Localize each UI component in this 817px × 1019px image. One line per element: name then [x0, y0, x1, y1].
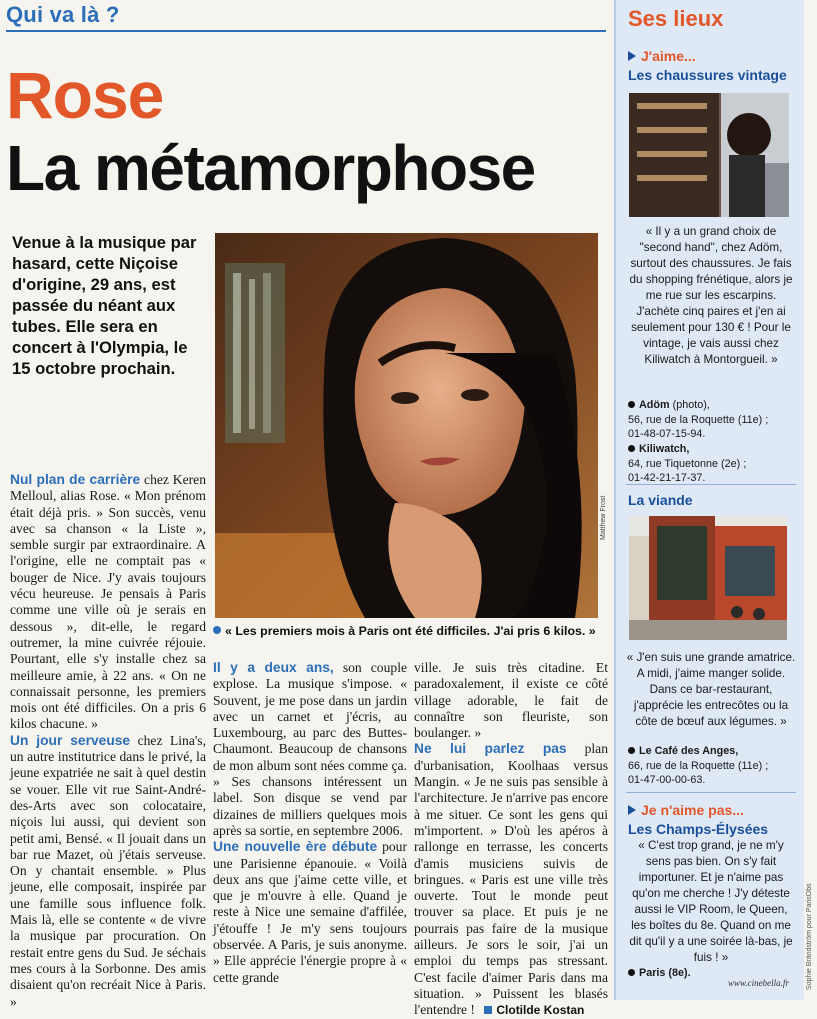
quote-meat: « J'en suis une grande amatrice. A midi, j'aime manger solide. Dans ce bar-restaurant, j'apprécie les entrecôtes ou la côte de bœuf aux légumes. »: [626, 651, 796, 728]
section-title-meat: La viande: [628, 492, 693, 508]
article-column-3: [414, 660, 608, 1019]
article-column-2: [213, 660, 407, 986]
rubric-label: Qui va là ?: [6, 2, 120, 27]
bullet-icon: [628, 747, 635, 754]
quote-shoes: « Il y a un grand choix de "second hand", chez Adöm, surtout des chaussures. Je fais du shopping frénétique, alors je me rue sur les escarpins. J'achète cinq paires et j'en ai seulement pour 130 € ! Pour le vintage, je vais aussi chez Kiliwatch à Montorgueil. »: [629, 225, 793, 366]
para3-lead: Il y a deux ans,: [213, 660, 334, 675]
sidebar-title: Ses lieux: [628, 6, 724, 31]
article-column-1: [10, 472, 206, 1010]
para4-text: pour une Parisienne épanouie. « Voilà deux ans que j'aime cette ville, et que je m'ouvre à elle. Quand je reste à Nice une semaine d'affilée, j'étouffe ! Je m'y sens toujours observée. A Paris, je suis anonyme. » Elle apprécie l'énergie propre à « cette grande: [213, 839, 407, 985]
title-name: Rose: [6, 58, 164, 132]
para4-lead: Une nouvelle ère débute: [213, 839, 378, 855]
address-adom: Adöm (photo), 56, rue de la Roquette (11e) ; 01-48-07-15-94.: [628, 399, 769, 440]
section-label-like: J'aime...: [628, 48, 798, 64]
quote-champs: « C'est trop grand, je ne m'y sens pas bien. On s'y fait importuner. Et je n'aime pas qu'on me cherche ! J'y déteste aussi le VIP Room, le Queen, les boîtes du 8e. Quand on me dit qu'il y a une soirée là-bas, je fuis ! »: [629, 839, 793, 964]
photo-caption: « Les premiers mois à Paris ont été difficiles. J'ai pris 6 kilos. »: [213, 624, 608, 638]
section-label-dislike: Je n'aime pas...: [628, 802, 798, 818]
para1-text: chez Keren Melloul, alias Rose. « Mon prénom était déjà pris. » Son succès, venu avec sa chanson « la Liste », semble surgir par extraordinaire. A l'origine, elle ne comptait pas « bouger de Nice. J'y avais toujours vécu heureuse. Je pensais à Paris comme une ville où je serais en dessous », dit-elle, le regard outremer, la mine cuivrée réjouie. Pourtant, elle s'y installe chez sa meilleure amie, à 22 ans. « On ne connaissait personne, les premiers mois ont été difficiles. On a pris 6 kilos chacune. »: [10, 472, 206, 732]
triangle-right-icon: [628, 805, 636, 815]
sidebar-section-dislikes: [628, 802, 798, 837]
caption-bullet-icon: [213, 626, 221, 634]
photo-credit: Matthew Frost: [600, 495, 607, 540]
address-cafe: Le Café des Anges, 66, rue de la Roquette (11e) ; 01-47-00-00-63.: [628, 745, 769, 786]
bullet-icon: [628, 401, 635, 408]
cafe-photo: [629, 516, 787, 640]
section-title-champs: Les Champs-Élysées: [628, 821, 769, 837]
watermark: www.cinebella.fr: [728, 978, 789, 988]
section-title-shoes: Les chaussures vintage: [628, 67, 787, 83]
sidebar-divider: [626, 792, 796, 793]
para2-lead: Un jour serveuse: [10, 732, 131, 748]
address-kiliwatch: Kiliwatch, 64, rue Tiquetonne (2e) ; 01-42-21-17-37.: [628, 443, 747, 484]
para6-lead: Ne lui parlez pas: [414, 741, 567, 757]
shop-photo: [629, 93, 789, 217]
triangle-right-icon: [628, 51, 636, 61]
bullet-icon: [628, 445, 635, 452]
rubric-divider: [6, 30, 606, 32]
para5-text: ville. Je suis très citadine. Et paradoxalement, il existe ce côté village adorable, le fait de connaître son fleuriste, son boulanger. »: [414, 660, 608, 741]
para2-text: chez Lina's, un autre institutrice dans le privé, la jeune expatriée ne sait à quel destin se vouer. Elle vit rue Saint-André-des-Arts avec son colocataire, niçois lui aussi, qui devient son petit ami, Bensé. « Il jouait dans un bar rue Mazet, où j'étais serveuse. On y chantait ensemble. » Plus jeune, elle composait, inspirée par une famille sous influence folk. Mais là, elle se contente « de vivre la musique par procuration. On restait entre gens du Sud. Je séchais mes cours à la Sorbonne. Des amis disaient qu'on recréait Nice à Paris. »: [10, 732, 207, 1009]
lede-paragraph: Venue à la musique par hasard, cette Niçoise d'origine, 29 ans, est passée du néant aux tubes. Elle sera en concert à l'Olympia, le 15 octobre prochain.: [12, 233, 197, 378]
portrait-photo: [215, 233, 598, 618]
para3-text: son couple explose. La musique s'impose. « Souvent, je me pose dans un jardin avec un carnet et j'écris, au Luxembourg, au parc des Buttes-Chaumont. Beaucoup de chansons de mon album sont nées comme ça. » Ses chansons intéressent un label. Son disque se vend par dizaines de milliers quelques mois après sa sortie, en septembre 2006.: [213, 660, 408, 838]
sidebar-section-likes: [628, 48, 798, 83]
address-paris: Paris (8e).: [628, 966, 800, 981]
para6-text: plan d'urbanisation, Koolhaas versus Mangin. « Je ne suis pas sensible à l'architecture. Je n'arrive pas encore à me situer. Ce sont les gens qui m'importent. » D'où les apéros à rallonge en terrasse, les concerts d'amis musiciens suivis de bringues. « Paris est une ville très ouverte. Tout le monde peut trouver sa place. Et puis je ne pourrais pas faire de la musique ailleurs. Je sors le soir, j'ai un emploi du temps pas stressant. C'est facile d'aimer Paris dans ma situation. » Puissent les blasés l'entendre !: [414, 741, 608, 1018]
article-title: La métamorphose: [6, 132, 535, 204]
signature-square-icon: [484, 1006, 492, 1014]
sidebar-photo-credit: Sophie Brändström pour ParisObs: [806, 883, 813, 990]
para1-lead: Nul plan de carrière: [10, 472, 141, 487]
signature: Clotilde Kostan: [496, 1003, 585, 1018]
sidebar-divider: [626, 484, 796, 485]
bullet-icon: [628, 969, 635, 976]
